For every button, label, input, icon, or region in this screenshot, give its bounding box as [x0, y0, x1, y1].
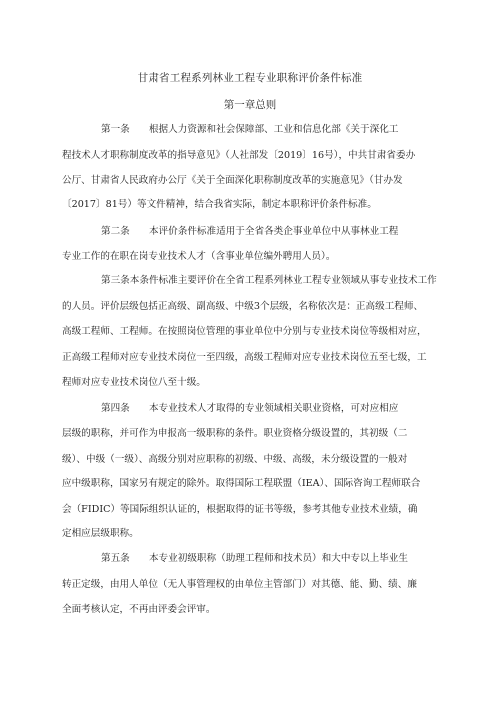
article-1-line-1: 第一条 根据人力资源和社会保障部、工业和信息化部《关于深化工 [101, 124, 399, 135]
article-2-line-1: 第二条 本评价条件标准适用于全省各类企事业单位中从事林业工程 [101, 226, 399, 237]
article-1-line-2: 程技术人才职称制度改革的指导意见》（人社部发〔2019〕16号），中共甘肃省委办 [62, 150, 416, 161]
chapter-heading: 第一章总则 [223, 99, 277, 111]
article-2-line-2: 专业工作的在职在岗专业技术人才（含事业单位编外聘用人员）。 [62, 251, 336, 262]
article-4-line-1: 第四条 本专业技术人才取得的专业领域相关职业资格，可对应相应 [101, 403, 399, 414]
article-4-line-2: 层级的职称，并可作为申报高一级职称的条件。职业资格分级设置的，其初级（二 [62, 428, 408, 439]
article-4-line-5: 会（FIDIC）等国际组织认证的，根据取得的证书等级，参考其他专业技术业绩，确 [62, 504, 418, 515]
article-4-line-3: 级）、中级（一级）、高级分别对应职称的初级、中级、高级，未分级设置的一般对 [62, 454, 408, 465]
article-5-line-3: 全面考核认定，不再由评委会评审。 [62, 604, 216, 615]
article-3-line-1: 第三条本条件标准主要评价在全省工程系列林业工程专业领域从事专业技术工作 [101, 275, 437, 286]
article-5-line-2: 转正定级，由用人单位（无人事管理权的由单位主管部门）对其德、能、勤、绩、廉 [62, 579, 417, 590]
article-1-line-4: 〔2017〕81号）等文件精神，结合我省实际，制定本职称评价条件标准。 [62, 199, 377, 210]
article-1-line-3: 公厅、甘肃省人民政府办公厅《关于全面深化职称制度改革的实施意见》（甘办发 [62, 175, 403, 186]
article-3-line-2: 的人员。评价层级包括正高级、副高级、中级3个层级，名称依次是：正高级工程师、 [62, 301, 424, 312]
article-3-line-5: 程师对应专业技术岗位八至十级。 [62, 377, 206, 388]
article-5-line-1: 第五条 本专业初级职称（助理工程师和技术员）和大中专以上毕业生 [101, 553, 408, 564]
article-4-line-6: 定相应层级职称。 [62, 528, 139, 539]
document-title: 甘肃省工程系列林业工程专业职称评价条件标准 [137, 72, 363, 84]
article-4-line-4: 应中级职称，国家另有规定的除外。取得国际工程联盟（IEA）、国际咨询工程师联合 [62, 478, 421, 489]
article-3-line-4: 正高级工程师对应专业技术岗位一至四级，高级工程师对应专业技术岗位五至七级，工 [62, 352, 427, 363]
article-3-line-3: 高级工程师、工程师。在按照岗位管理的事业单位中分别与专业技术岗位等级相对应， [62, 326, 427, 337]
